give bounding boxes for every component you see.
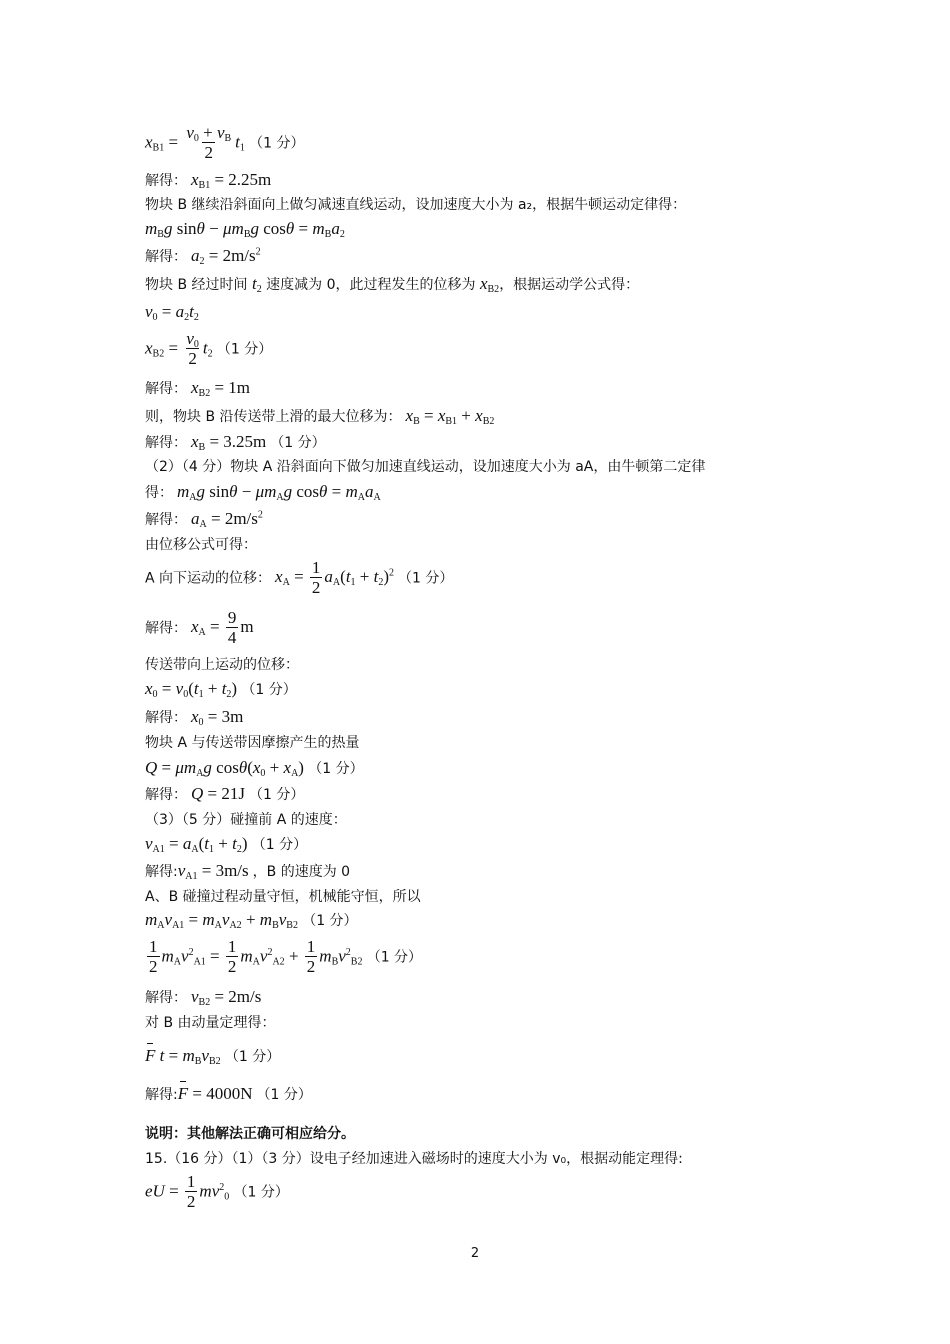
equation-va1: $v_{A1} = a_A(t_1 + t_2)$ （1 分）	[145, 834, 308, 855]
text-line: （3）（5 分）碰撞前 A 的速度：	[145, 812, 347, 828]
text-line: 物块 B 经过时间 $t_2$ 速度减为 0，此过程发生的位移为 $x_{B2}$，根据运动学公式得：	[145, 274, 640, 295]
result-xb1: 解得： $x_{B1} = 2.25m$	[145, 170, 272, 191]
result-a2: 解得： $a_2 = 2m/s^2$	[145, 246, 261, 267]
equation-v0: $v_0 = a_2t_2$	[145, 302, 199, 323]
result-x0: 解得： $x_0 = 3m$	[145, 707, 244, 728]
text-line: A、B 碰撞过程动量守恒，机械能守恒，所以	[145, 889, 421, 905]
result-q: 解得： Q = 21J （1 分）	[145, 784, 305, 803]
result-aa: 解得： $a_A = 2m/s^2$	[145, 509, 263, 530]
text-line: （2）（4 分）物块 A 沿斜面向下做匀加速直线运动，设加速度大小为 aA，由牛顿第二定律	[145, 459, 706, 475]
equation-impulse: F $t = m_Bv_{B2}$ （1 分）	[145, 1046, 281, 1067]
text-line: 则，物块 B 沿传送带上滑的最大位移为： $x_B = x_{B1} + x_{B2}$	[145, 406, 495, 427]
text-line: 物块 A 与传送带因摩擦产生的热量	[145, 735, 360, 751]
equation-xa: A 向下运动的位移： $x_A$ = $\frac{1}{2}$ $a_A(t_1 + t_2)^2$ （1 分）	[145, 558, 454, 597]
fraction: $\frac{1}{2}$	[227, 937, 237, 976]
fraction: $\frac{1}{2}$	[149, 937, 158, 976]
equation-energy: $\frac{1}{2}$ $m_Av^2_{A1}$ = $\frac{1}{2}$ $m_Av^2_{A2}$ + $\frac{1}{2}$ $m_Bv^2_{B2}$ （1 分）	[149, 937, 423, 976]
question-15-heading: 15.（16 分）（1）（3 分）设电子经加速进入磁场时的速度大小为 v₀，根据动能定理得:	[145, 1151, 683, 1167]
result-va1: 解得$:v_{A1} = 3m/s$ ，B 的速度为 0	[145, 861, 351, 882]
result-force: 解得:F = 4000N （1 分）	[145, 1084, 312, 1103]
equation-xb2: $x_{B2}$ = $\frac{v_0}{2}$ $t_2$ （1 分）	[145, 329, 273, 368]
fraction: $\frac{v_0 + v_B}{2}$	[186, 123, 232, 162]
page-number: 2	[470, 1246, 480, 1261]
result-xa: 解得： $x_A$ = $\frac{9}{4}$ m	[145, 608, 254, 647]
equation-xb1: $x_{B1}$ = $\frac{v_0 + v_B}{2}$ $t_1$ （1 分）	[145, 123, 305, 162]
equation-newton-b: $m_Bg$ $\sin\theta - \mu m_Bg$ $\cos\theta = m_Ba_2$	[145, 219, 345, 240]
text-line: 传送带向上运动的位移：	[145, 657, 299, 673]
fraction: $\frac{9}{4}$	[227, 608, 237, 647]
equation-momentum: $m_Av_{A1} = m_Av_{A2} + m_Bv_{B2}$ （1 分）	[145, 910, 358, 931]
equation-newton-a: 得： $m_Ag$ $\sin\theta - \mu m_Ag$ $\cos\theta = m_Aa_A$	[145, 482, 381, 503]
text-line: 物块 B 继续沿斜面向上做匀减速直线运动，设加速度大小为 a₂，根据牛顿运动定律得：	[145, 197, 687, 213]
fraction: $\frac{1}{2}$	[186, 1172, 196, 1211]
result-xb: 解得： $x_B = 3.25m$ （1 分）	[145, 432, 326, 453]
fraction: $\frac{1}{2}$	[311, 558, 321, 597]
equation-kinetic: eU = $\frac{1}{2}$ $mv^2_0$ （1 分）	[145, 1172, 289, 1211]
text-line: 由位移公式可得：	[145, 537, 257, 553]
remark: 说明：其他解法正确可相应给分。	[145, 1126, 355, 1142]
fraction: $\frac{1}{2}$	[306, 937, 316, 976]
text-line: 对 B 由动量定理得：	[145, 1015, 276, 1031]
equation-q: $Q = \mu m_Ag$ $\cos\theta(x_0 + x_A)$ （1 分）	[145, 758, 364, 779]
result-xb2: 解得： $x_{B2} = 1m$	[145, 378, 251, 399]
equation-x0: $x_0 = v_0(t_1 + t_2)$ （1 分）	[145, 679, 297, 700]
result-vb2: 解得： $v_{B2} = 2m/s$	[145, 987, 262, 1008]
fraction: $\frac{v_0}{2}$	[186, 329, 199, 368]
